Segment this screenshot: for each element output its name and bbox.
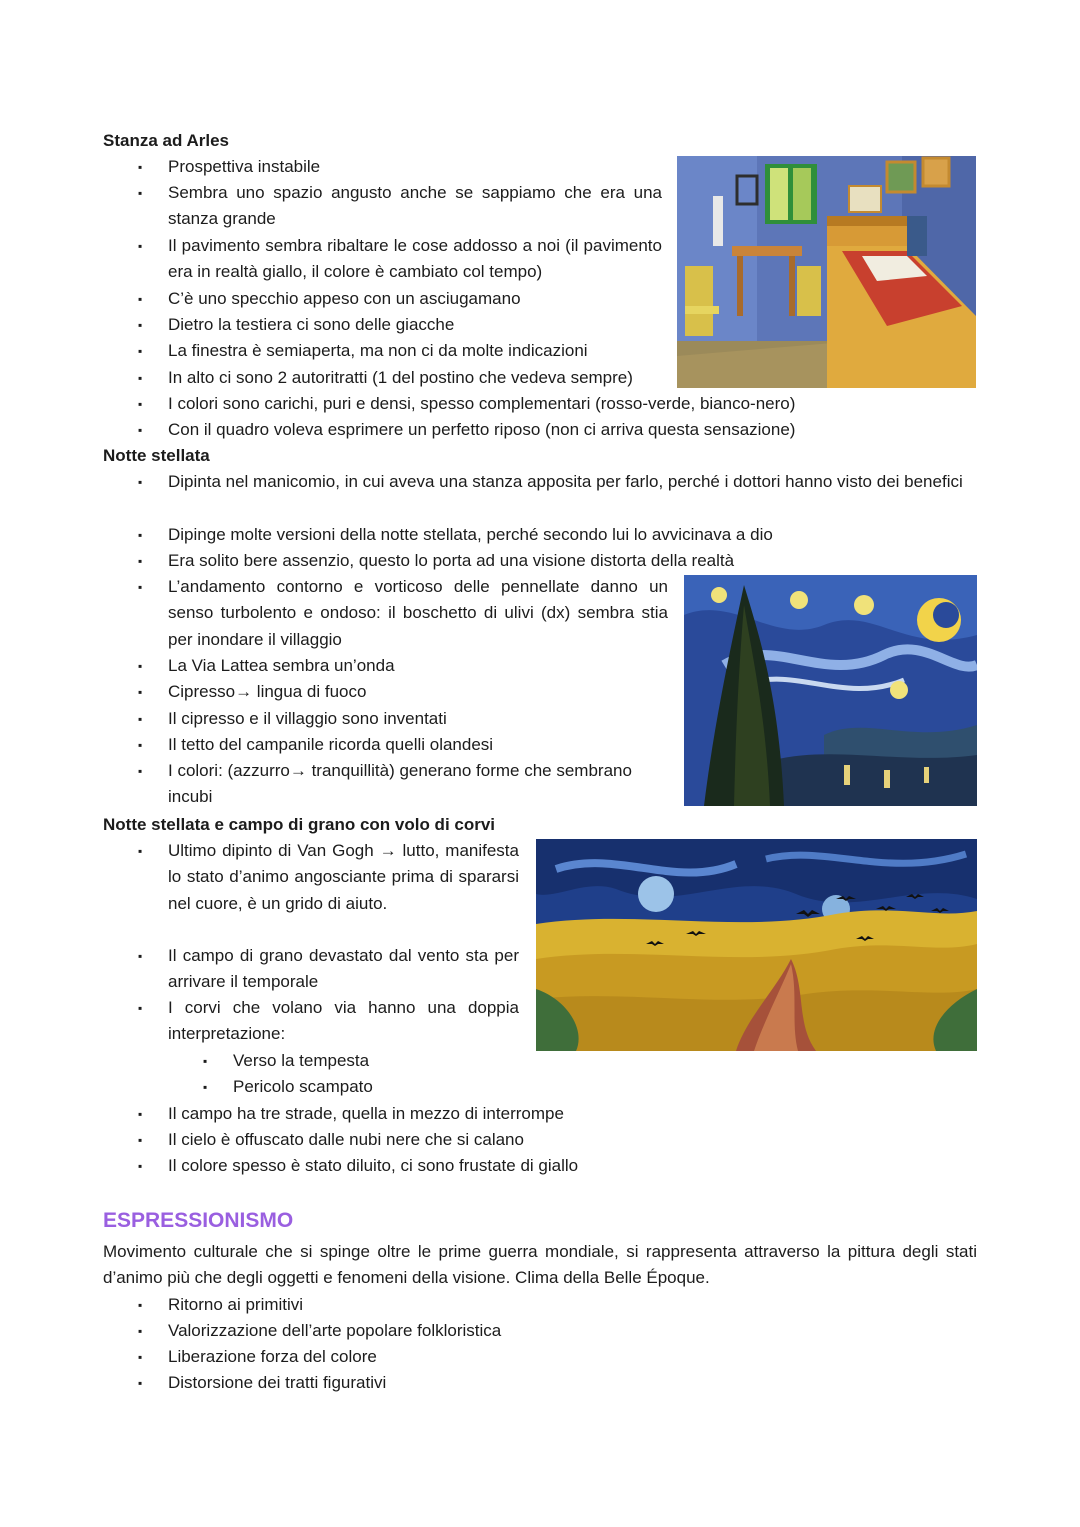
list-item: ▪ Il cipresso e il villaggio sono inventati <box>138 709 447 728</box>
list-item: ▪ I colori: (azzurro→ tranquillità) generano forme che sembrano incubi <box>138 761 632 807</box>
list-item: ▪ Era solito bere assenzio, questo lo porta ad una visione distorta della realtà <box>138 551 735 570</box>
list-item: ▪ Valorizzazione dell’arte popolare folkloristica <box>138 1321 502 1340</box>
list-item: ▪ Ultimo dipinto di Van Gogh → lutto, manifesta lo stato d’animo angosciante prima di spararsi nel cuore, è un grido di aiuto. <box>138 841 519 913</box>
starry-night-painting <box>684 575 977 806</box>
list-item: ▪ C’è uno specchio appeso con un asciugamano <box>138 289 521 308</box>
list-item: ▪ Il colore spesso è stato diluito, ci sono frustate di giallo <box>138 1156 579 1175</box>
list-item: ▪ Il campo ha tre strade, quella in mezzo di interrompe <box>138 1104 564 1123</box>
list-item: ▪ La finestra è semiaperta, ma non ci da molte indicazioni <box>138 341 588 360</box>
list-item: ▪ Liberazione forza del colore <box>138 1347 377 1366</box>
list-item: ▪ La Via Lattea sembra un’onda <box>138 656 395 675</box>
list-item: ▪ Cipresso→ lingua di fuoco <box>138 682 367 701</box>
list-item: ▪ Distorsione dei tratti figurativi <box>138 1373 387 1392</box>
list-item: ▪ Ritorno ai primitivi <box>138 1295 304 1314</box>
list-item: ▪ Dipinta nel manicomio, in cui aveva una stanza apposita per farlo, perché i dottori hanno visto dei benefici <box>138 472 963 491</box>
wheatfield-with-crows-painting <box>536 839 977 1051</box>
sub-list-item: ▪ Pericolo scampato <box>203 1077 373 1096</box>
list-item: ▪ Il cielo è offuscato dalle nubi nere che si calano <box>138 1130 524 1149</box>
heading-campo-di-grano: Notte stellata e campo di grano con volo di corvi <box>103 815 496 834</box>
list-item: ▪ I colori sono carichi, puri e densi, spesso complementari (rosso-verde, bianco-nero) <box>138 394 796 413</box>
bedroom-in-arles-painting <box>677 156 976 388</box>
espressionismo-intro: Movimento culturale che si spinge oltre le prime guerra mondiale, si rappresenta attraverso la pittura degli stati d’animo più che degli oggetti e fenomeni della visione. Clima della Belle Époque. <box>103 1242 977 1287</box>
heading-notte-stellata: Notte stellata <box>103 446 210 465</box>
heading-stanza-ad-arles: Stanza ad Arles <box>103 131 229 150</box>
list-item: ▪ Con il quadro voleva esprimere un perfetto riposo (non ci arriva questa sensazione) <box>138 420 796 439</box>
list-item: ▪ Prospettiva instabile <box>138 157 321 176</box>
list-item: ▪ Sembra uno spazio angusto anche se sappiamo che era una stanza grande <box>138 183 662 229</box>
list-item: ▪ Il pavimento sembra ribaltare le cose addosso a noi (il pavimento era in realtà giallo, il colore è cambiato col tempo) <box>138 236 662 282</box>
list-item: ▪ Dietro la testiera ci sono delle giacche <box>138 315 455 334</box>
list-item: ▪ Il campo di grano devastato dal vento sta per arrivare il temporale <box>138 946 519 992</box>
list-item: ▪ In alto ci sono 2 autoritratti (1 del postino che vedeva sempre) <box>138 368 633 387</box>
section-title-espressionismo: ESPRESSIONISMO <box>103 1209 294 1232</box>
list-item: ▪ Dipinge molte versioni della notte stellata, perché secondo lui lo avvicinava a dio <box>138 525 773 544</box>
list-item: ▪ Il tetto del campanile ricorda quelli olandesi <box>138 735 494 754</box>
list-item: ▪ I corvi che volano via hanno una doppia interpretazione: <box>138 998 519 1044</box>
list-item: ▪ L’andamento contorno e vorticoso delle pennellate danno un senso turbolento e ondoso: il boschetto di ulivi (dx) sembra stia per inondare il villaggio <box>138 577 668 649</box>
sub-list-item: ▪ Verso la tempesta <box>203 1051 370 1070</box>
